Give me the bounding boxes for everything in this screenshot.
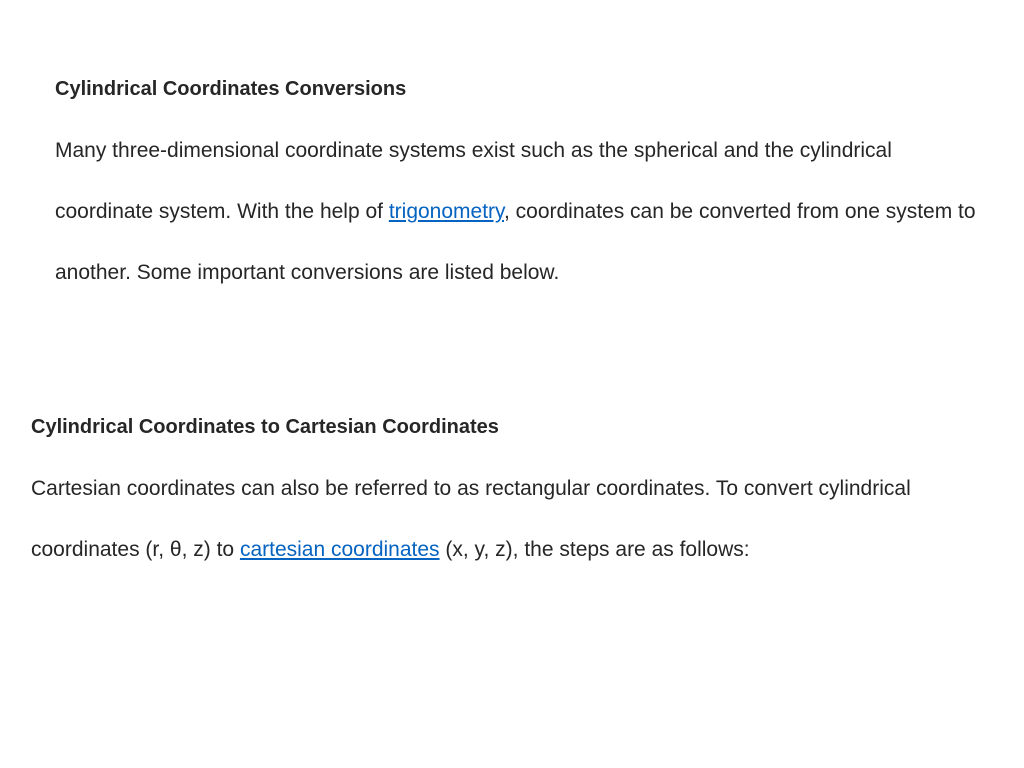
section-paragraph bbox=[55, 120, 995, 303]
section-paragraph bbox=[31, 458, 1001, 580]
paragraph-text: , coordinates can be converted from one system to another. Some important conversions are listed below. bbox=[55, 200, 976, 284]
paragraph-text: (x, y, z), the steps are as follows: bbox=[439, 538, 750, 561]
section-heading: Cylindrical Coordinates to Cartesian Coordinates bbox=[31, 416, 499, 438]
paragraph-text: Cartesian coordinates can also be referred to as rectangular coordinates. To convert cylindrical coordinates (r, θ, z) to bbox=[31, 477, 911, 561]
trigonometry-link[interactable]: trigonometry bbox=[388, 200, 504, 223]
cartesian-coordinates-link[interactable]: cartesian coordinates bbox=[239, 538, 440, 561]
section-conversions bbox=[55, 74, 995, 303]
section-heading: Cylindrical Coordinates Conversions bbox=[55, 78, 407, 100]
paragraph-text: Many three-dimensional coordinate systems exist such as the spherical and the cylindrical coordinate system. With the help of bbox=[55, 139, 892, 223]
section-cylindrical-to-cartesian bbox=[31, 412, 1001, 580]
